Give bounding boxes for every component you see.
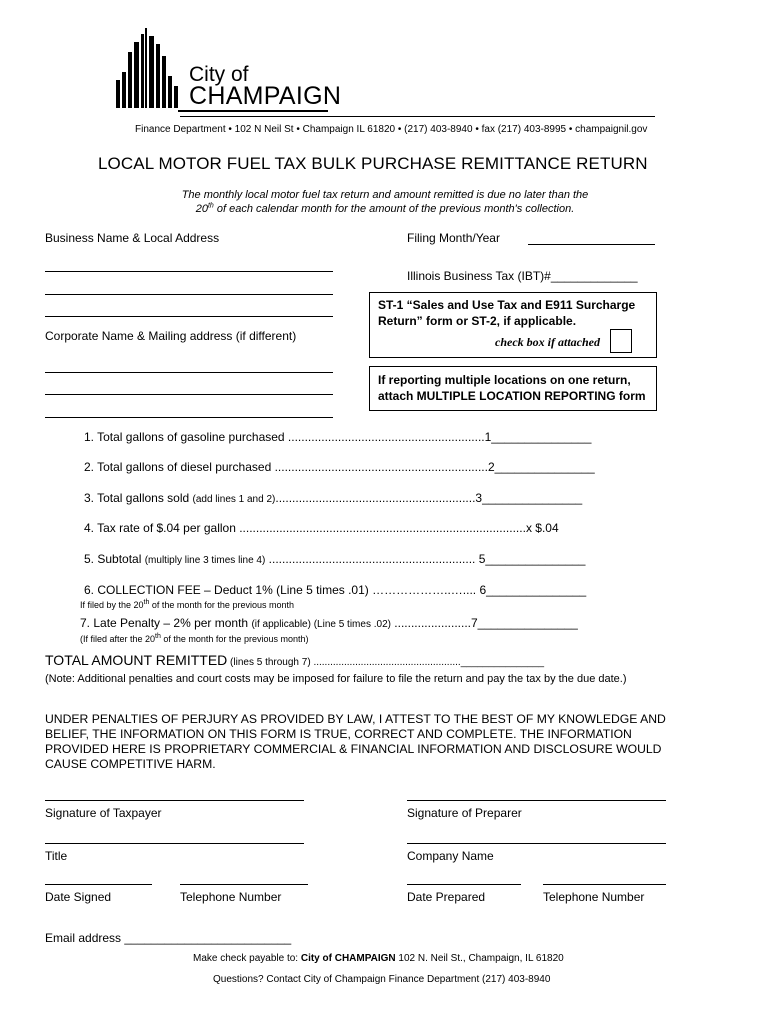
title-line[interactable] (45, 843, 304, 844)
business-address-line-1[interactable] (45, 271, 333, 272)
date-signed-line[interactable] (45, 884, 152, 885)
skyline-icon (114, 26, 184, 110)
questions-contact: Questions? Contact City of Champaign Finance Department (217) 403-8940 (213, 974, 551, 985)
business-address-line-2[interactable] (45, 294, 333, 295)
corporate-address-line-1[interactable] (45, 372, 333, 373)
telephone-line-1[interactable] (180, 884, 308, 885)
corporate-name-label: Corporate Name & Mailing address (if different) (45, 329, 297, 343)
st1-checkbox[interactable] (610, 329, 632, 353)
penalty-note: (Note: Additional penalties and court costs may be imposed for failure to file the return and pay the tax by the due date.) (45, 673, 627, 685)
form-title: LOCAL MOTOR FUEL TAX BULK PURCHASE REMITTANCE RETURN (98, 154, 648, 173)
business-address-line-3[interactable] (45, 316, 333, 317)
filing-month-field[interactable] (528, 244, 655, 245)
multiple-location-line2: attach MULTIPLE LOCATION REPORTING form (378, 389, 646, 403)
multiple-location-line1: If reporting multiple locations on one return, (378, 373, 631, 387)
taxpayer-signature-label: Signature of Taxpayer (45, 806, 162, 820)
perjury-declaration: UNDER PENALTIES OF PERJURY AS PROVIDED BY LAW, I ATTEST TO THE BEST OF MY KNOWLEDGE AND BELIEF, THE INFORMATION ON THIS FORM IS TRUE, CORRECT AND COMPLETE. THE INFORMATION PROVIDED HERE IS PROPRIETARY COMMERCIAL & FINANCIAL INFORMATION AND DISCLOSURE WOULD CAUSE COMPETITIVE HARM. (45, 712, 666, 771)
company-line[interactable] (407, 843, 666, 844)
line-7-note: (If filed after the 20th of the month for the previous month) (80, 633, 309, 644)
business-name-label: Business Name & Local Address (45, 231, 220, 245)
telephone-line-2[interactable] (543, 884, 666, 885)
line-1-gasoline[interactable]: 1. Total gallons of gasoline purchased ...........................................................1_______________ (84, 430, 592, 444)
preparer-signature-line[interactable] (407, 800, 666, 801)
line-7-late-penalty[interactable]: 7. Late Penalty – 2% per month (if applicable) (Line 5 times .02) .......................7_______________ (80, 616, 578, 630)
multiple-location-box (369, 366, 657, 411)
total-amount-remitted[interactable]: TOTAL AMOUNT REMITTED (lines 5 through 7) ....................................................._______________ (45, 652, 545, 668)
line-5-subtotal[interactable]: 5. Subtotal (multiply line 3 times line 4) .............................................................. 5_______________ (84, 552, 586, 566)
form-subtitle-line2: 20th of each calendar month for the amount of the previous month's collection. (195, 202, 575, 215)
ibt-field[interactable]: Illinois Business Tax (IBT)#_____________ (407, 269, 638, 283)
st1-text-line1: ST-1 “Sales and Use Tax and E911 Surcharge (378, 298, 636, 312)
taxpayer-signature-line[interactable] (45, 800, 304, 801)
date-signed-label: Date Signed (45, 890, 112, 904)
st1-text-line2: Return” form or ST-2, if applicable. (378, 314, 577, 328)
date-prepared-line[interactable] (407, 884, 521, 885)
payment-instructions: Make check payable to: City of CHAMPAIGN 102 N. Neil St., Champaign, IL 61820 (193, 953, 564, 964)
logo-name-text: CHAMPAIGN (189, 82, 342, 110)
date-prepared-label: Date Prepared (407, 890, 486, 904)
line-6-collection-fee[interactable]: 6. COLLECTION FEE – Deduct 1% (Line 5 times .01) ………………..….... 6_______________ (84, 583, 587, 597)
st1-check-label: check box if attached (495, 335, 600, 349)
line-4-tax-rate: 4. Tax rate of $.04 per gallon ......................................................................................x $.04 (84, 521, 559, 535)
st1-box (369, 292, 657, 358)
line-6-note: If filed by the 20th of the month for the previous month (80, 599, 294, 610)
preparer-signature-label: Signature of Preparer (407, 806, 522, 820)
corporate-address-line-3[interactable] (45, 417, 333, 418)
filing-month-label: Filing Month/Year (407, 231, 500, 245)
city-logo (114, 26, 342, 112)
corporate-address-line-2[interactable] (45, 394, 333, 395)
header-rule (180, 116, 655, 117)
logo-city-text: City of (189, 63, 249, 86)
logo-divider (178, 110, 328, 112)
form-subtitle-line1: The monthly local motor fuel tax return and amount remitted is due no later than the (181, 189, 589, 201)
telephone-label-1: Telephone Number (180, 890, 282, 904)
telephone-label-2: Telephone Number (543, 890, 645, 904)
title-label: Title (45, 849, 68, 863)
contact-info: Finance Department • 102 N Neil St • Champaign IL 61820 • (217) 403-8940 • fax (217) 403-8995 • champaignil.gov (135, 124, 648, 135)
line-3-total-sold[interactable]: 3. Total gallons sold (add lines 1 and 2)............................................................3_______________ (84, 491, 583, 505)
line-2-diesel[interactable]: 2. Total gallons of diesel purchased ................................................................2_______________ (84, 460, 595, 474)
company-label: Company Name (407, 849, 494, 863)
email-field[interactable]: Email address _________________________ (45, 931, 292, 945)
